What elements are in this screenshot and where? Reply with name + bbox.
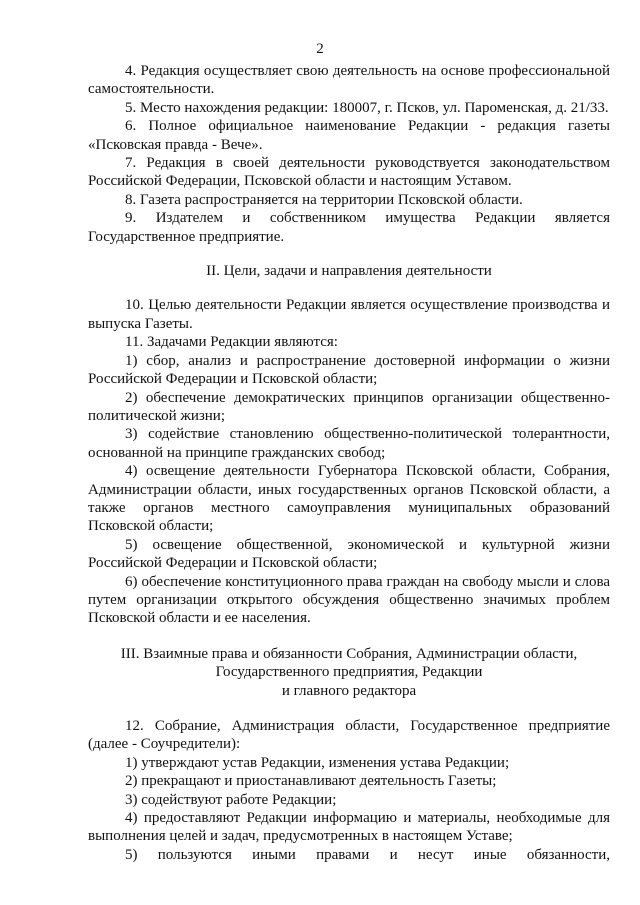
list-item-11-1: 1) сбор, анализ и распространение достоверной информации о жизни Российской Федерации и Псковской области; (88, 352, 610, 388)
paragraph-12: 12. Собрание, Администрация области, Государственное предприятие (далее - Соучредители): (88, 718, 610, 753)
paragraph-11: 11. Задачами Редакции являются: (125, 334, 338, 351)
list-item-11-2: 2) обеспечение демократических принципов организации общественно-политической жизни; (88, 389, 610, 424)
list-item-12-4: 4) предоставляют Редакции информацию и материалы, необходимые для выполнения целей и задач, предусмотренных в настоящем Уставе; (88, 810, 610, 845)
section-heading-3-line-1: III. Взаимные права и обязанности Собрания, Администрации области, (120, 645, 578, 662)
section-heading-3-line-2: Государственного предприятия, Редакции (215, 664, 483, 681)
list-item-11-4: 4) освещение деятельности Губернатора Псковской области, Собрания, Администрации области, иных государственных органов Псковской области, а также органов местного самоуправления муниципальных образований Псковской области; (88, 463, 610, 535)
paragraph-9: 9. Издателем и собственником имущества Редакции является Государственное предприятие. (88, 210, 610, 245)
list-item-11-6: 6) обеспечение конституционного права граждан на свободу мысли и слова путем организации открытого обсуждения общественно значимых проблем Псковской области и ее населения. (88, 573, 610, 627)
list-item-12-1: 1) утверждают устав Редакции, изменения устава Редакции; (125, 754, 510, 771)
list-item-11-3: 3) содействие становлению общественно-политической толерантности, основанной на принципе гражданских свобод; (88, 426, 610, 461)
paragraph-10: 10. Целью деятельности Редакции является осуществление производства и выпуска Газеты. (88, 297, 610, 332)
paragraph-5: 5. Место нахождения редакции: 180007, г. Псков, ул. Пароменская, д. 21/33. (125, 99, 609, 116)
paragraph-8: 8. Газета распространяется на территории Псковской области. (125, 191, 523, 208)
page-number: 2 (316, 41, 324, 57)
section-heading-3-line-3: и главного редактора (281, 682, 417, 699)
paragraph-4: 4. Редакция осуществляет свою деятельность на основе профессиональной самостоятельности. (88, 63, 610, 98)
list-item-12-3: 3) содействуют работе Редакции; (125, 791, 337, 808)
list-item-11-5: 5) освещение общественной, экономической и культурной жизни Российской Федерации и Псковской области; (88, 536, 610, 572)
document-body (88, 62, 610, 864)
paragraph-6: 6. Полное официальное наименование Редакции - редакция газеты «Псковская правда - Вече». (88, 118, 610, 153)
list-item-12-5: 5) пользуются иными правами и несут иные обязанности, (125, 846, 610, 863)
paragraph-7: 7. Редакция в своей деятельности руководствуется законодательством Российской Федерации, Псковской области и настоящим Уставом. (88, 155, 610, 190)
section-heading-2: II. Цели, задачи и направления деятельности (206, 263, 492, 280)
list-item-12-2: 2) прекращают и приостанавливают деятельность Газеты; (125, 773, 497, 790)
